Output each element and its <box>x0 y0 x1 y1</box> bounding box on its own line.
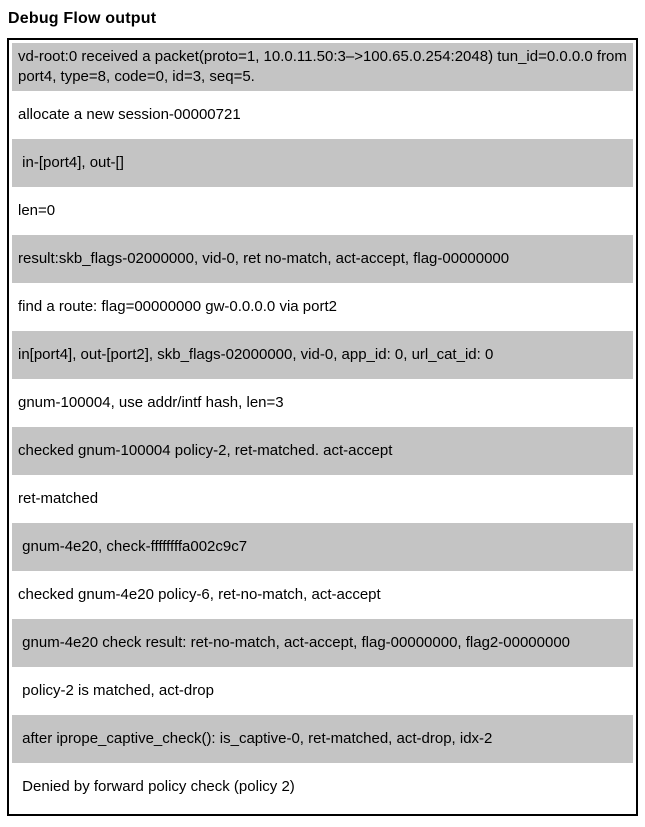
table-row: find a route: flag=00000000 gw-0.0.0.0 via port2 <box>12 283 633 331</box>
debug-flow-table <box>7 38 638 816</box>
table-row: policy-2 is matched, act-drop <box>12 667 633 715</box>
table-row: checked gnum-100004 policy-2, ret-matched. act-accept <box>12 427 633 475</box>
table-row: after iprope_captive_check(): is_captive-0, ret-matched, act-drop, idx-2 <box>12 715 633 763</box>
table-row: vd-root:0 received a packet(proto=1, 10.0.11.50:3–>100.65.0.254:2048) tun_id=0.0.0.0 from port4, type=8, code=0, id=3, seq=5. <box>12 43 633 91</box>
table-row: checked gnum-4e20 policy-6, ret-no-match, act-accept <box>12 571 633 619</box>
table-row: gnum-4e20 check result: ret-no-match, act-accept, flag-00000000, flag2-00000000 <box>12 619 633 667</box>
table-row: ret-matched <box>12 475 633 523</box>
table-row: allocate a new session-00000721 <box>12 91 633 139</box>
table-row: gnum-100004, use addr/intf hash, len=3 <box>12 379 633 427</box>
table-row: Denied by forward policy check (policy 2) <box>12 763 633 811</box>
page-title: Debug Flow output <box>8 10 157 27</box>
table-row: gnum-4e20, check-ffffffffa002c9c7 <box>12 523 633 571</box>
table-row: in[port4], out-[port2], skb_flags-02000000, vid-0, app_id: 0, url_cat_id: 0 <box>12 331 633 379</box>
table-row: in-[port4], out-[] <box>12 139 633 187</box>
table-row: len=0 <box>12 187 633 235</box>
table-row: result:skb_flags-02000000, vid-0, ret no-match, act-accept, flag-00000000 <box>12 235 633 283</box>
